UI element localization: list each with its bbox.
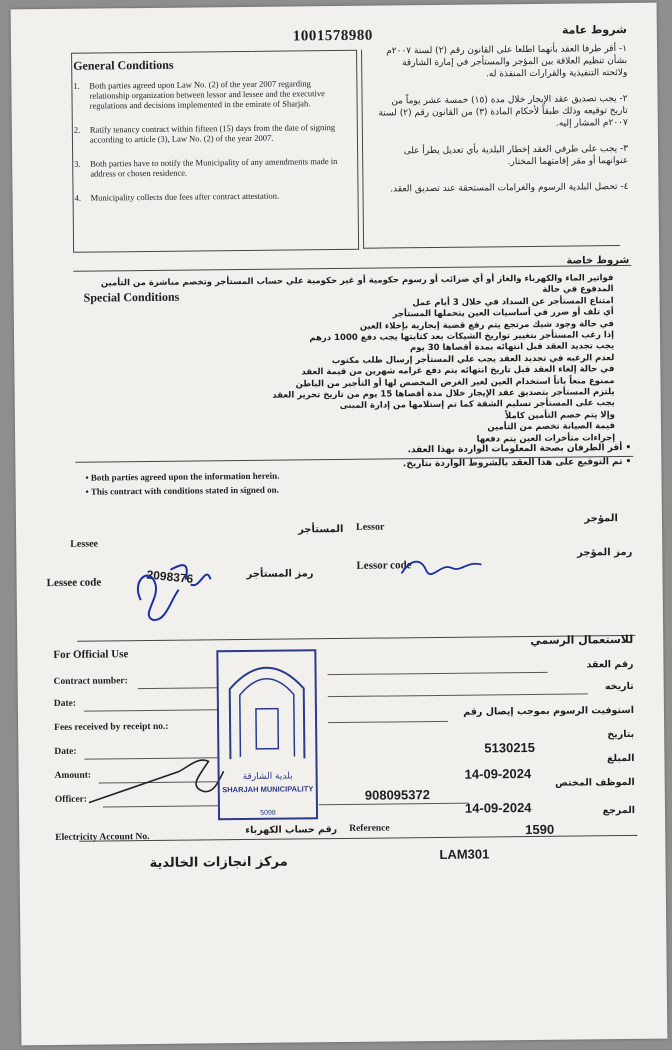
account-code: LAM301	[439, 846, 490, 862]
fees-receipt-label: Fees received by receipt no.:	[54, 721, 169, 733]
officer-signature	[78, 751, 229, 813]
date-value: 14-09-2024	[464, 766, 532, 782]
lessee-code-value: 2098376	[145, 567, 194, 586]
list-item: ممنوع منعاً باتاً استخدام العين لغير الغرض المخصص لها أو التأجير من الباطن	[295, 375, 615, 390]
lessee-code-label: Lessee code	[46, 576, 102, 590]
list-item: ١- أقر طرفا العقد بأنهما اطلعا على القانون رقم (٢) لسنة ٢٠٠٧م بشأن تنظيم العلاقة بين المؤجر والمستأجر في إمارة الشارقة ولائحته التنفيذية والقرارات المنفذة له.	[386, 43, 628, 80]
lessee-signature	[130, 559, 231, 630]
amount-label: Amount:	[54, 770, 92, 781]
list-item: • تم التوقيع على هذا العقد بالشروط الواردة بتاريخ.	[402, 456, 632, 470]
date-ar-label: تاريخه	[604, 680, 634, 693]
reference-ar-label: المرجع	[602, 804, 636, 817]
lessor-label: Lessor	[355, 521, 385, 533]
list-item: يلتزم المستأجر بتصديق عقد الإيجار خلال مدة أقصاها 15 يوم من تاريخ تحرير العقد	[272, 387, 615, 401]
list-item: 2. Ratify tenancy contract within fifteen (15) days from the date of signing according to article (3), Law No. (2) of the year 2007.	[73, 122, 336, 145]
date-label: Date:	[53, 698, 77, 709]
general-conditions-title: General Conditions	[73, 57, 174, 73]
list-item: 3. Both parties have to notify the Municipality of any amendments made in address or chosen residence.	[74, 155, 338, 179]
officer-value: 908095372	[364, 787, 430, 803]
electricity-account-label: Electricity Account No.	[55, 832, 150, 843]
stamp-number: 5098	[260, 809, 276, 817]
general-conditions-ar-list	[377, 43, 629, 210]
list-item: أي تلف أو ضرر في أساسيات العين يتحملها المستأجر	[392, 307, 614, 320]
agreement-ar-list	[361, 441, 631, 472]
special-conditions-title: Special Conditions	[83, 289, 180, 305]
contract-number: 1001578980	[292, 27, 373, 45]
officer-label: Officer:	[54, 794, 88, 805]
officer-ar-label: الموظف المختص	[555, 776, 635, 789]
centre-name: مركز انجازات الخالدية	[149, 854, 288, 872]
amount-ar-label: المبلغ	[606, 752, 635, 765]
lessee-code-ar-label: رمز المستأجر	[246, 568, 314, 580]
general-conditions-list	[73, 78, 342, 217]
lessor-ar-label: المؤجر	[584, 513, 619, 525]
list-item: في حالة وجود شيك مرتجع يتم رفع قضية إيجارية بإخلاء العين	[359, 318, 614, 332]
list-item: 1. Both parties agreed upon Law No. (2) of the year 2007 regarding relationship organization between lessor and lessee and the executive regulations and decisions implemented in the emirate of Sharjah.	[73, 78, 325, 111]
lessor-code-ar-label: رمز المؤجر	[577, 546, 633, 559]
lessee-label: Lessee	[70, 538, 99, 550]
municipality-stamp	[215, 648, 319, 821]
list-item: وإلا يتم خصم التأمين كاملاً	[504, 409, 615, 422]
official-use-ar-title: للاستعمال الرسمي	[530, 632, 634, 648]
contract-page	[11, 3, 668, 1046]
reference-value: 1590	[525, 821, 555, 838]
date-value-2: 14-09-2024	[464, 800, 532, 816]
stamp-en-text: SHARJAH MUNICIPALITY	[222, 784, 314, 795]
special-conditions-ar-title: شروط خاصة	[566, 254, 630, 267]
list-item: • أقر الطرفان بصحة المعلومات الواردة بهذا العقد.	[407, 442, 632, 456]
electricity-account-ar-label: رقم حساب الكهرباء	[245, 824, 338, 836]
reference-label: Reference	[349, 823, 390, 834]
fees-receipt-ar-label: استوفيت الرسوم بموجب إيصال رقم	[463, 704, 635, 718]
lessor-code-label: Lessor code	[356, 559, 412, 572]
date2-ar-label: بتاريخ	[607, 728, 635, 741]
list-item: يجب تجديد العقد قبل انتهائه بمدة أقصاها 30 يوم	[409, 341, 615, 354]
lessor-signature	[396, 552, 486, 583]
list-item: فواتير الماء والكهرباء والغاز أو أي ضرائب أو رسوم حكومية أو غير حكومية علي حساب المستأجر وتخصم مباشرة من التأمين المدفوع في حالة	[100, 273, 614, 296]
contract-number-ar-label: رقم العقد	[586, 658, 634, 671]
lessee-ar-label: المستأجر	[298, 523, 344, 536]
list-item: إذا رغب المستأجر بتغيير تواريخ الشيكات بعد كتابتها يجب دفع 1000 درهم	[309, 330, 615, 344]
agreement-list	[85, 468, 355, 499]
special-conditions-list	[73, 273, 635, 450]
list-item: ٤- تحصل البلدية الرسوم والغرامات المستحقة عند تصديق العقد.	[390, 181, 629, 195]
list-item: إجراءات متأخرات العين يتم دفعها	[476, 432, 616, 445]
official-use-title: For Official Use	[53, 648, 129, 661]
list-item: • Both parties agreed upon the information herein.	[85, 470, 280, 483]
list-item: قيمة الصيانة تخصم من التأمين	[487, 421, 616, 433]
list-item: يجب على المستأجر تسليم الشقة كما تم إستلامها من إدارة المبنى	[339, 398, 615, 412]
general-conditions-ar-title: شروط عامة	[561, 22, 627, 37]
list-item: • This contract with conditions stated in signed on.	[85, 484, 279, 497]
list-item: في حالة إلغاء العقد قبل تاريخ انتهائه يتم دفع غرامه شهرين من قيمة العقد	[301, 364, 615, 378]
list-item: ٣- يجب على طرفي العقد إخطار البلدية بأي تعديل يطرأ على عنوانهما أو مقر إقامتهما المختار.	[403, 143, 629, 168]
list-item: لعدم الرغبه في تجديد العقد يجب علي المستأجر إرسال طلب مكتوب	[331, 352, 615, 366]
stamp-ar-text: بلدية الشارقة	[242, 771, 293, 783]
list-item: 4. Municipality collects due fees after contract attestation.	[74, 190, 280, 203]
contract-number-label: Contract number:	[53, 676, 128, 687]
receipt-number: 5130215	[484, 739, 536, 756]
list-item: ٢- يجب تصديق عقد الإيجار خلال مدة (١٥) خمسة عشر يوماً من تاريخ توقيعه وذلك طبقاً لأحكام المادة (٣) من القانون رقم (٢) لسنة ٢٠٠٧م المشار إليه.	[378, 93, 628, 129]
date2-label: Date:	[54, 746, 77, 757]
list-item: امتناع المستأجر عن السداد في خلال 3 أيام عمل	[412, 295, 614, 309]
